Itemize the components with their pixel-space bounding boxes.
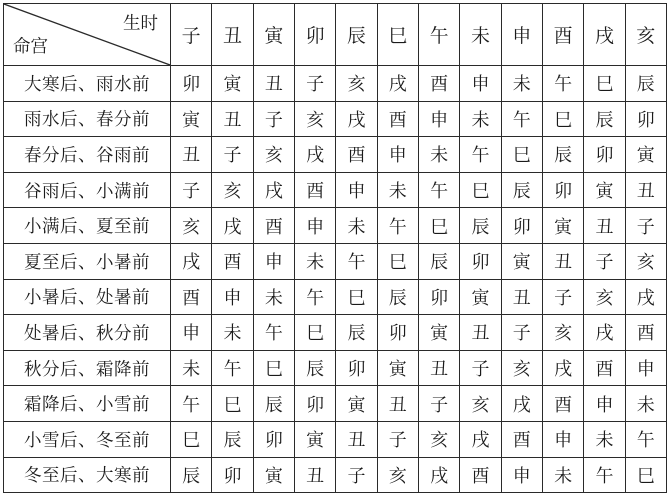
ming-gong-cell: 辰 — [253, 386, 294, 422]
ming-gong-cell: 丑 — [584, 208, 625, 244]
branch-header: 亥 — [625, 4, 666, 66]
branch-header: 午 — [418, 4, 459, 66]
ming-gong-cell: 卯 — [625, 101, 666, 137]
ming-gong-cell: 子 — [460, 350, 501, 386]
ming-gong-cell: 戌 — [294, 137, 335, 173]
ming-gong-cell: 巳 — [336, 279, 377, 315]
ming-gong-cell: 申 — [501, 457, 542, 493]
branch-header: 卯 — [294, 4, 335, 66]
ming-gong-cell: 寅 — [336, 386, 377, 422]
ming-gong-cell: 卯 — [336, 350, 377, 386]
ming-gong-cell: 亥 — [171, 208, 212, 244]
ming-gong-cell: 酉 — [171, 279, 212, 315]
ming-gong-cell: 子 — [584, 243, 625, 279]
ming-gong-cell: 戌 — [212, 208, 253, 244]
ming-gong-cell: 卯 — [253, 421, 294, 457]
ming-gong-cell: 辰 — [501, 172, 542, 208]
ming-gong-cell: 未 — [418, 137, 459, 173]
ming-gong-cell: 午 — [501, 101, 542, 137]
ming-gong-cell: 酉 — [377, 101, 418, 137]
ming-gong-cell: 丑 — [625, 172, 666, 208]
table-row — [4, 243, 667, 279]
ming-gong-cell: 酉 — [625, 315, 666, 351]
branch-header: 子 — [171, 4, 212, 66]
ming-gong-cell: 戌 — [171, 243, 212, 279]
corner-label-birth-hour: 生时 — [123, 14, 158, 34]
ming-gong-cell: 酉 — [336, 137, 377, 173]
ming-gong-cell: 酉 — [418, 66, 459, 102]
ming-gong-cell: 酉 — [584, 350, 625, 386]
ming-gong-cell: 卯 — [171, 66, 212, 102]
ming-gong-cell: 巳 — [253, 350, 294, 386]
table-row — [4, 279, 667, 315]
ming-gong-cell: 亥 — [625, 243, 666, 279]
ming-gong-cell: 午 — [212, 350, 253, 386]
ming-gong-cell: 巳 — [460, 172, 501, 208]
ming-gong-cell: 酉 — [212, 243, 253, 279]
table-row — [4, 386, 667, 422]
ming-gong-cell: 亥 — [418, 421, 459, 457]
ming-gong-cell: 亥 — [253, 137, 294, 173]
table-row — [4, 101, 667, 137]
ming-gong-cell: 卯 — [501, 208, 542, 244]
ming-gong-cell: 亥 — [336, 66, 377, 102]
ming-gong-cell: 辰 — [294, 350, 335, 386]
ming-gong-cell: 寅 — [501, 243, 542, 279]
row-label-solar-term-range: 秋分后、霜降前 — [4, 350, 171, 386]
ming-gong-cell: 辰 — [377, 279, 418, 315]
branch-header: 申 — [501, 4, 542, 66]
ming-gong-cell: 卯 — [377, 315, 418, 351]
ming-gong-cell: 戌 — [625, 279, 666, 315]
ming-gong-cell: 申 — [542, 421, 583, 457]
ming-gong-cell: 酉 — [542, 386, 583, 422]
ming-gong-cell: 寅 — [377, 350, 418, 386]
ming-gong-cell: 戌 — [542, 350, 583, 386]
ming-gong-cell: 辰 — [336, 315, 377, 351]
ming-gong-cell: 午 — [377, 208, 418, 244]
ming-gong-cell: 丑 — [336, 421, 377, 457]
ming-gong-cell: 未 — [460, 101, 501, 137]
ming-gong-cell: 寅 — [212, 66, 253, 102]
ming-gong-cell: 巳 — [171, 421, 212, 457]
ming-gong-cell: 酉 — [501, 421, 542, 457]
ming-gong-cell: 巳 — [584, 66, 625, 102]
ming-gong-cell: 辰 — [171, 457, 212, 493]
table-body — [4, 66, 667, 493]
ming-gong-cell: 辰 — [418, 243, 459, 279]
ming-gong-cell: 辰 — [584, 101, 625, 137]
ming-gong-cell: 巳 — [501, 137, 542, 173]
corner-cell — [4, 4, 171, 66]
ming-gong-cell: 丑 — [418, 350, 459, 386]
ming-gong-cell: 申 — [625, 350, 666, 386]
ming-gong-cell: 子 — [294, 66, 335, 102]
branch-header: 寅 — [253, 4, 294, 66]
ming-gong-cell: 子 — [171, 172, 212, 208]
ming-gong-cell: 辰 — [460, 208, 501, 244]
ming-gong-cell: 申 — [336, 172, 377, 208]
ming-gong-cell: 申 — [212, 279, 253, 315]
row-label-solar-term-range: 春分后、谷雨前 — [4, 137, 171, 173]
ming-gong-cell: 戌 — [418, 457, 459, 493]
ming-gong-cell: 辰 — [625, 66, 666, 102]
ming-gong-cell: 子 — [212, 137, 253, 173]
table-row — [4, 66, 667, 102]
branch-header: 丑 — [212, 4, 253, 66]
corner-label-ming-gong: 命宫 — [13, 37, 48, 57]
ming-gong-cell: 戌 — [253, 172, 294, 208]
ming-gong-cell: 亥 — [501, 350, 542, 386]
ming-gong-cell: 卯 — [418, 279, 459, 315]
ming-gong-cell: 申 — [253, 243, 294, 279]
ming-gong-cell: 卯 — [294, 386, 335, 422]
ming-gong-cell: 卯 — [460, 243, 501, 279]
ming-gong-cell: 午 — [625, 421, 666, 457]
ming-gong-cell: 寅 — [625, 137, 666, 173]
ming-gong-cell: 巳 — [418, 208, 459, 244]
ming-gong-cell: 申 — [418, 101, 459, 137]
ming-gong-cell: 子 — [625, 208, 666, 244]
ming-gong-cell: 巳 — [212, 386, 253, 422]
ming-gong-cell: 巳 — [625, 457, 666, 493]
ming-gong-cell: 亥 — [584, 279, 625, 315]
ming-gong-cell: 午 — [460, 137, 501, 173]
ming-gong-cell: 寅 — [294, 421, 335, 457]
ming-gong-cell: 午 — [253, 315, 294, 351]
ming-gong-cell: 未 — [253, 279, 294, 315]
row-label-solar-term-range: 谷雨后、小满前 — [4, 172, 171, 208]
ming-gong-cell: 亥 — [294, 101, 335, 137]
ming-gong-cell: 寅 — [418, 315, 459, 351]
ming-gong-cell: 子 — [253, 101, 294, 137]
ming-gong-cell: 丑 — [171, 137, 212, 173]
ming-gong-cell: 戌 — [460, 421, 501, 457]
ming-gong-cell: 丑 — [377, 386, 418, 422]
ming-gong-cell: 酉 — [253, 208, 294, 244]
ming-gong-cell: 申 — [460, 66, 501, 102]
ming-gong-cell: 未 — [212, 315, 253, 351]
ming-gong-cell: 未 — [336, 208, 377, 244]
ming-gong-cell: 丑 — [460, 315, 501, 351]
ming-gong-cell: 子 — [542, 279, 583, 315]
ming-gong-cell: 巳 — [542, 101, 583, 137]
ming-gong-cell: 丑 — [294, 457, 335, 493]
ming-gong-cell: 午 — [336, 243, 377, 279]
table-row — [4, 172, 667, 208]
ming-gong-cell: 戌 — [501, 386, 542, 422]
row-label-solar-term-range: 雨水后、春分前 — [4, 101, 171, 137]
ming-gong-cell: 戌 — [377, 66, 418, 102]
row-label-solar-term-range: 小雪后、冬至前 — [4, 421, 171, 457]
header-row — [4, 4, 667, 66]
ming-gong-cell: 申 — [584, 386, 625, 422]
table-row — [4, 315, 667, 351]
ming-gong-cell: 亥 — [542, 315, 583, 351]
table-row — [4, 350, 667, 386]
ming-gong-cell: 亥 — [460, 386, 501, 422]
ming-gong-cell: 申 — [377, 137, 418, 173]
ming-gong-cell: 戌 — [584, 315, 625, 351]
table-row — [4, 421, 667, 457]
ming-gong-cell: 酉 — [294, 172, 335, 208]
ming-gong-cell: 寅 — [460, 279, 501, 315]
branch-header: 辰 — [336, 4, 377, 66]
row-label-solar-term-range: 小满后、夏至前 — [4, 208, 171, 244]
ming-gong-cell: 丑 — [253, 66, 294, 102]
ming-gong-cell: 子 — [377, 421, 418, 457]
ming-gong-cell: 亥 — [377, 457, 418, 493]
ming-gong-cell: 卯 — [212, 457, 253, 493]
ming-gong-cell: 未 — [625, 386, 666, 422]
row-label-solar-term-range: 小暑后、处暑前 — [4, 279, 171, 315]
ming-gong-cell: 卯 — [584, 137, 625, 173]
ming-gong-cell: 子 — [336, 457, 377, 493]
ming-gong-cell: 午 — [542, 66, 583, 102]
ming-gong-cell: 子 — [501, 315, 542, 351]
ming-gong-cell: 未 — [501, 66, 542, 102]
ming-gong-cell: 酉 — [460, 457, 501, 493]
ming-gong-cell: 申 — [294, 208, 335, 244]
ming-gong-cell: 午 — [294, 279, 335, 315]
ming-gong-cell: 丑 — [501, 279, 542, 315]
ming-gong-table — [3, 3, 667, 493]
branch-header: 未 — [460, 4, 501, 66]
ming-gong-cell: 辰 — [542, 137, 583, 173]
row-label-solar-term-range: 夏至后、小暑前 — [4, 243, 171, 279]
branch-header: 巳 — [377, 4, 418, 66]
ming-gong-cell: 寅 — [584, 172, 625, 208]
table-row — [4, 457, 667, 493]
ming-gong-cell: 未 — [542, 457, 583, 493]
ming-gong-cell: 丑 — [212, 101, 253, 137]
ming-gong-cell: 未 — [377, 172, 418, 208]
table-row — [4, 137, 667, 173]
ming-gong-cell: 丑 — [542, 243, 583, 279]
row-label-solar-term-range: 霜降后、小雪前 — [4, 386, 171, 422]
ming-gong-cell: 午 — [171, 386, 212, 422]
ming-gong-cell: 午 — [584, 457, 625, 493]
ming-gong-cell: 寅 — [171, 101, 212, 137]
ming-gong-cell: 子 — [418, 386, 459, 422]
ming-gong-cell: 戌 — [336, 101, 377, 137]
row-label-solar-term-range: 冬至后、大寒前 — [4, 457, 171, 493]
branch-header: 戌 — [584, 4, 625, 66]
ming-gong-cell: 卯 — [542, 172, 583, 208]
ming-gong-cell: 亥 — [212, 172, 253, 208]
ming-gong-cell: 午 — [418, 172, 459, 208]
ming-gong-cell: 辰 — [212, 421, 253, 457]
ming-gong-cell: 未 — [171, 350, 212, 386]
ming-gong-cell: 未 — [294, 243, 335, 279]
ming-gong-cell: 巳 — [294, 315, 335, 351]
table-row — [4, 208, 667, 244]
ming-gong-cell: 申 — [171, 315, 212, 351]
branch-header: 酉 — [542, 4, 583, 66]
ming-gong-cell: 寅 — [253, 457, 294, 493]
ming-gong-cell: 寅 — [542, 208, 583, 244]
row-label-solar-term-range: 处暑后、秋分前 — [4, 315, 171, 351]
row-label-solar-term-range: 大寒后、雨水前 — [4, 66, 171, 102]
ming-gong-cell: 巳 — [377, 243, 418, 279]
ming-gong-cell: 未 — [584, 421, 625, 457]
